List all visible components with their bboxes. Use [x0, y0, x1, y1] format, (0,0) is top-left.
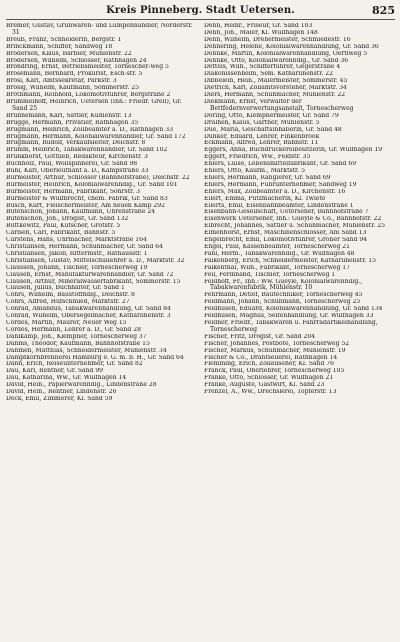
- directory-entry: Busch, Kurt, Fleischermeister, Am neuen Kamp 292: [6, 202, 165, 209]
- directory-entry: Brodersen, Klaus, Barbier, Mühlenstr. 22: [6, 50, 132, 57]
- directory-entry: Flemming, Erich, Zollauseher, Kl. Sand 76: [204, 361, 334, 368]
- directory-entry: Engel, Paul, Kassenbeamter, Tornescherweg 21: [204, 244, 350, 250]
- directory-entry: Fischer & Co., Drahtseilerei, Rathhagen 14: [204, 354, 338, 361]
- directory-entry: Burmeister & Wulfbrecht, chem. Fabrik, Gr. Sand 83: [6, 195, 168, 202]
- directory-entry: Buhl, Karl, Oberleutnant a. D., Kampstraße 33: [6, 168, 149, 175]
- directory-entry: Cohrs, Alfred, Hufschmied, Marktstr. 27: [6, 299, 130, 306]
- directory-entry: Dehn, Joh., Maler, Kl. Wulfhagen 148: [204, 29, 318, 36]
- directory-entry: Bremer, Gustav, Grünwaren- und Lumpenhändler, Norderstr. 31: [6, 23, 193, 36]
- directory-entry: Feldner, Friedr., Tabakwaren u. Fahrradartikelhandlung, Tornescherweg: [204, 319, 378, 333]
- directory-entry: Feldmann, Johann, Schuhmann, Tornescherweg 25: [204, 299, 361, 306]
- directory-entry: Conrad, Amandus, Tabakwarenhandlung, Gr. Sand 84: [6, 306, 171, 313]
- directory-entry: Elmenhorst, Ernst, Maschinenschlosser, Am Sand 13: [204, 230, 367, 237]
- directory-entry: Brosemann, Bernhard, Prokurist, Esch-str. 5: [6, 71, 143, 78]
- directory-entry: Deck, Emil, Zimmerer, Kl. Sand 59: [6, 395, 113, 402]
- directory-entry: Breuß, Franz, Schneiderin, Bergstr. 1: [6, 36, 122, 43]
- directory-entry: Feldhusen, Magnus, Seifenhandlung, Gr. Wulfhagen 33: [204, 313, 374, 320]
- directory-entry: Burmeister, Heinrich, Kolonialwarenhdlg., Gr. Sand 101: [6, 181, 178, 188]
- directory-entry: Ehlers, Luise, Lebensmittelfabrikant, Gr. Sand 69: [204, 161, 357, 168]
- directory-entry: Brondring, Ernst, Betriebsmeister, Tornescher-weg 5: [6, 64, 169, 71]
- directory-entry: Dibbelein, Hein., Malermeister, Sommerstr. 45: [204, 78, 348, 85]
- directory-entry: Carstens, Hans, Uhrmacher, Marktstraße 164: [6, 237, 147, 244]
- directory-entry: Dann, Erich, Reiseunternehmer, Gr. Sand 82: [6, 361, 143, 368]
- directory-entry: Elbrecht, Johannes, Sattler u. Schuhmacher, Mühlenstr. 25: [204, 223, 385, 230]
- directory-entry: Ehlers, Otto, Kaufm., Marktstr. 5: [204, 168, 305, 175]
- directory-entry: Dahmen, Matthias, Schneidermeister, Mühlenstr. 34: [6, 347, 167, 354]
- directory-entry: Brummelhoff, Heinrich, Uetersen (Inh.: Friedr. Grell), Gr. Sand 25: [6, 98, 182, 112]
- directory-entry: Falkenberg, Erich, Schneidermeister, Kathariinenstr. 15: [204, 257, 376, 264]
- directory-entry: Fischer, Johannes, Postbote, Tornescherweg 52: [204, 340, 350, 347]
- directory-entry: Eggert, Friedrich, Ww., Feldstr. 35: [204, 154, 311, 161]
- directory-entry: Dehn, Wilhelm, Drehermeister, Schmiedestr. 16: [204, 36, 351, 43]
- directory-entry: Diers, Hermann, Schuhmacher, Mühlenstr. 22: [204, 92, 346, 99]
- directory-entry: Butenschön, Joh., Drogist, Gr. Sand 132: [6, 216, 129, 223]
- directory-entry: Cordes, Martin, Maurer, Neuer Weg 15: [6, 319, 127, 326]
- directory-entry: Due, Maria, Geschäftsinhaberin, Gr. Sand 48: [204, 126, 342, 133]
- left-column: [6, 23, 197, 403]
- directory-entry: Dralhen, Klaus, Gärtner, Mühlenstr. 5: [204, 119, 320, 126]
- directory-entry: Brodersen, Wilhelm, Schlosser, Rathhagen 24: [6, 57, 147, 64]
- directory-entry: Falkenthal, Wilh., Fabrikant, Tornescherweg 17: [204, 264, 350, 271]
- directory-entry: Dahms, Theodor, Kaufmann, Bahnhofstraße 15: [6, 340, 150, 347]
- directory-entry: Eisenwerk Uetersener, Inh.: Gueyle & Co., Bahnhofstr. 22: [204, 216, 382, 223]
- directory-entry: Brunnemann, Karl, Sattler, Kuhlenstr. 13: [6, 112, 132, 119]
- directory-entry: Dehnke, Otto, Kolonialwarenhdlg., Gr. Sand 36: [204, 57, 349, 64]
- directory-entry: Brügmann, Hermann, Kolonialwarenhändler, Gr. Sand 172: [6, 133, 186, 140]
- directory-entry: Christiansen, Hermann, Schuhmacher, Gr. Sand 64: [6, 244, 163, 250]
- directory-entry: Feldhusen, Eduard, Kolonialwarenhandlung, Gr. Sand 134: [204, 306, 383, 313]
- directory-entry: Cordes, Hermann, Lehrer a. D., Gr. Sand 28: [6, 326, 141, 333]
- directory-entry: Dunker, Eduard, Lehrer, Finkenbrook: [204, 133, 320, 140]
- directory-entry: Diekmann, Ernst, Verwalter der Bettfedernverwertungsanstalt, Tornescherweg: [204, 98, 354, 112]
- page-header: [6, 4, 395, 20]
- directory-entry: Ehlers, Max, Zollbeamter a. D., Kirchenstr. 16: [204, 188, 346, 195]
- directory-entry: Feil, Ferdinand, Tischler, Tornescherweg 1: [204, 271, 336, 278]
- directory-entry: David, Hein., Rentner, Lindenstr. 26: [6, 389, 117, 396]
- directory-entry: Eilerts, Emil, Eisenbahnbeamter, Lindenstraße 1: [204, 202, 354, 209]
- directory-entry: Dau, Karl, Rentner, Gr. Sand 99: [6, 368, 104, 375]
- directory-entry: Butenschön, Johann, Kaufmann, Uhrenstraße 24: [6, 209, 156, 216]
- directory-entry: Dau, Katharina, Ww., Gr. Wulfhagen 14: [6, 375, 127, 382]
- directory-entry: David, Hein., Papierwarenhdlg., Lindenstraße 28: [6, 382, 157, 389]
- directory-entry: Eisenbahn-Gesellschaft, Uetersener, Bahnhofstraße 7: [204, 209, 369, 216]
- directory-entry: Clausen, Ernst, Manufakturwarenhändler, Gr. Sand 72: [6, 271, 174, 278]
- directory-entry: Christiansen, Gustav, Mittelschullehrer a. D., Marktstr. 32: [6, 257, 185, 264]
- directory-entry: Franck, Paul, Oberlehrer, Tornescherweg 105: [204, 368, 345, 375]
- directory-entry: Fehrmann, Detlef, Bautechniker, Tornescherweg 45: [204, 292, 363, 299]
- directory-entry: Dampfkornbrennerei Hamburg e. G. m. b. H., Gr. Sand 64: [6, 354, 184, 361]
- directory-entry: Fahl, Herm., Tabakwarenhdlg., Gr. Wulfhagen 48: [204, 250, 355, 257]
- directory-entry: Conrad, Wilhelm, Obersegelmacher, Kathariinenstr. 3: [6, 313, 171, 320]
- directory-entry: Brinckmann, Schiffer, Sandweg 18: [6, 43, 113, 50]
- directory-entry: Buchholz, Paul, Wollspinnerei, Gr. Sand 98: [6, 161, 138, 168]
- directory-entry: Eilert, Emma, Putzmacherin, Kl. Twiete: [204, 195, 326, 202]
- page-number: 825: [372, 4, 395, 17]
- directory-entry: Eckmann, Alfred, Lehrer, Bahnstr. 11: [204, 140, 319, 147]
- directory-entry: Franke, Auguste, Gastwirt, Kl. Sand 23: [204, 382, 325, 389]
- directory-entry: Frenzel, A., Ww., Drechslerei, Töpferstr. 13: [204, 389, 337, 396]
- directory-entry: Dehnering, Helene, Kolonialwarenhandlung, Gr. Sand 36: [204, 43, 379, 50]
- right-column: [204, 23, 395, 403]
- directory-entry: Dahlkamp, Joh., Klempner, Tornescherweg 37: [6, 333, 147, 340]
- directory-entry: Burmeister, Hermann, Fabrikant, Sohrstr. 3: [6, 188, 140, 195]
- directory-entry: Brügge, Hermann, Privatier, Rathhagen 35: [6, 119, 139, 126]
- directory-entry: Diakonissenheim, Sem. Kathariinenstr. 22: [204, 71, 333, 78]
- directory-entry: Dehnke, Martin, Kolonialwarenhandlung, Oertlweg 5: [204, 50, 368, 57]
- directory-entry: Carlsen, Carl, Fabrikant, Bahnstr. 5: [6, 230, 116, 237]
- directory-entry: Brosig, Wilhelm, Kaufmann, Sommerstr. 25: [6, 85, 139, 92]
- directory-entry: Brügmann, Heinrich, Zollbeamter a. D., Rathhagen 33: [6, 126, 173, 133]
- directory-entry: Dehn, Heinr., Friseur, Gr. Sand 103: [204, 23, 313, 29]
- directory-entry: Fischer, Fritz, Drogist, Gr. Sand 204: [204, 333, 316, 340]
- directory-entry: Eggers, Anna, Buchdruckereibesitzerin, Gr. Wulfhagen 19: [204, 147, 383, 154]
- columns: [6, 23, 395, 403]
- directory-entry: Brügmann, Rudolf, Verkaufsleiter, Deichstr. 8: [6, 140, 146, 147]
- directory-entry: Cohrs, Wilhelm, Baustoffhdlg., Deichstr. 8: [6, 292, 135, 299]
- directory-entry: Franke, Otto, Schlosser, Gr. Wulfhagen 21: [204, 375, 334, 382]
- directory-entry: Dietrich, Karl, Zollamtsvorsteher, Marktstr. 34: [204, 85, 347, 92]
- directory-entry: Brumm, Heinrich, Tabakwarenhändler, Gr. Sand 102: [6, 147, 168, 154]
- directory-entry: Burmeister, Arthur, Schlosser (Bahnhofstraße), Deichstr. 22: [6, 174, 190, 181]
- directory-entry: Clausen, Arthur, Mineralwasserfabrikant, Sommerstr. 15: [6, 278, 181, 285]
- directory-entry: Clausen, Julius, Buchhalter, Gr. Sand 1: [6, 285, 125, 292]
- directory-entry: Brosi, Karl, Amtssekretär, Parkstr. 3: [6, 78, 117, 85]
- directory-entry: Döring, Otto, Klempnermeister, Gr. Sand 79: [204, 112, 339, 119]
- directory-entry: Fischer, Markus, Schuhmacher, Mühlenstr. 19: [204, 347, 346, 354]
- directory-entry: Ehlers, Hermann, Rangierer, Gr. Sand 69: [204, 174, 331, 181]
- directory-entry: Claussen, Johann, Tischler, Tornescherweg 19: [6, 264, 148, 271]
- directory-entry: Ehlers, Hermann, Fuhrunternehmer, Sandweg 19: [204, 181, 357, 188]
- directory-entry: Dettels, Wilh., Schifferführer, Gegerstraße 4: [204, 64, 341, 71]
- directory-entry: Buttkewitz, Paul, Kutscher, Grotstr. 5: [6, 223, 121, 230]
- directory-entry: Feldhoff, Fr., Inh.: Ww. Gueyle, Kolonialwarenhdlg., Tabakwarenfabrik, Mühlenstr. 10: [204, 278, 363, 292]
- directory-entry: Brunkhorst, Gottlieb, Redakteur, Kirchenstr. 3: [6, 154, 148, 161]
- page-title: Kreis Pinneberg. Stadt Uetersen.: [106, 5, 295, 16]
- directory-entry: Brothmann, Reinhold, Lokomotivführer, Bergstraße 2: [6, 92, 171, 99]
- directory-entry: Engelbrecht, Emil, Lokomotivführer, Großer Sand 94: [204, 237, 368, 244]
- directory-entry: Christiansen, Jakob, Rittermstr., Rathausstr. 1: [6, 250, 148, 257]
